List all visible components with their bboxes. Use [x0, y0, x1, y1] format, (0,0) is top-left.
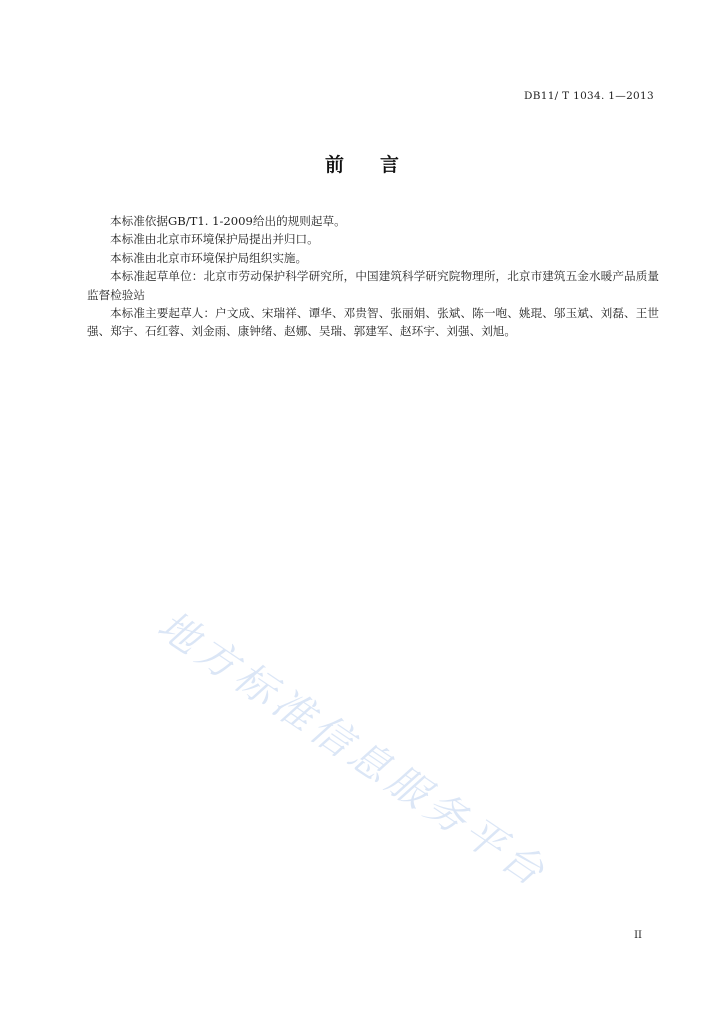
- paragraph-drafting-units: 本标准起草单位：北京市劳动保护科学研究所，中国建筑科学研究院物理所，北京市建筑五金水暖产品质量监督检验站: [87, 269, 659, 302]
- paragraph-proposed-by: 本标准由北京市环境保护局提出并归口。: [110, 232, 319, 247]
- paragraph-drafters: 本标准主要起草人：户文成、宋瑞祥、谭华、邓贵智、张丽娟、张斌、陈一咆、姚琨、邬玉斌、刘磊、王世强、郑宇、石红蓉、刘金雨、康钟绪、赵娜、吴瑞、郭建军、赵环宇、刘强、刘旭。: [87, 306, 659, 339]
- paragraph-implemented-by: 本标准由北京市环境保护局组织实施。: [110, 250, 308, 265]
- page-number: II: [634, 930, 642, 941]
- standard-code: DB11/ T 1034. 1—2013: [523, 90, 654, 102]
- paragraph-drafting-rules: 本标准依据GB/T1. 1-2009给出的规则起草。: [110, 214, 346, 228]
- page-title: 前言: [324, 154, 435, 176]
- foreword-body: [87, 212, 659, 341]
- watermark: 地方标准信息服务平台: [149, 602, 557, 898]
